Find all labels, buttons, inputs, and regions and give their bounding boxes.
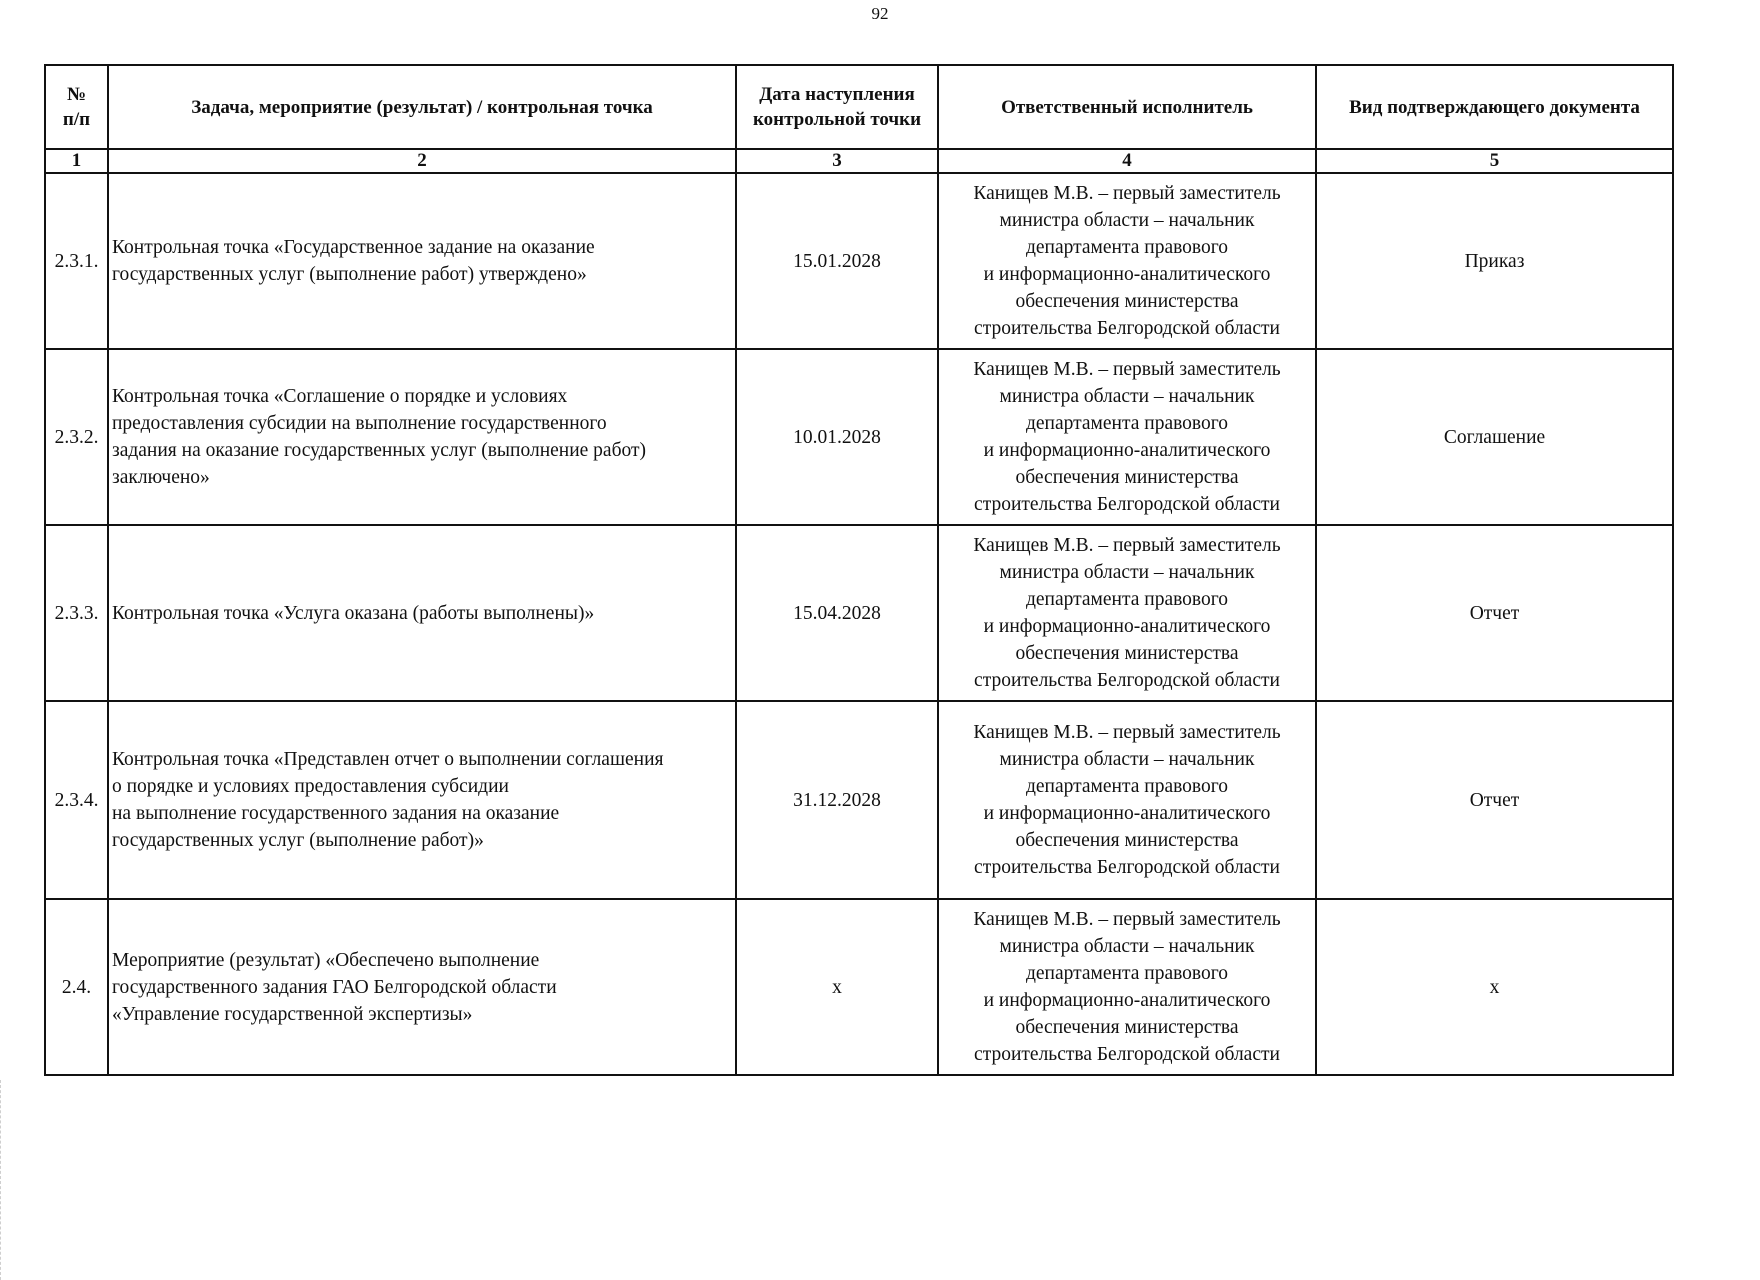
- column-numbers-row: [45, 149, 1673, 173]
- table-row: [45, 701, 1673, 899]
- column-number: 4: [938, 149, 1316, 173]
- row-task: Контрольная точка «Государственное задание на оказание государственных услуг (выполнение работ) утверждено»: [108, 173, 736, 349]
- table-row: [45, 349, 1673, 525]
- header-row: [45, 65, 1673, 149]
- column-number: 5: [1316, 149, 1673, 173]
- header-responsible: Ответственный исполнитель: [938, 65, 1316, 149]
- row-number: 2.3.3.: [45, 525, 108, 701]
- header-num: № п/п: [45, 65, 108, 149]
- row-task: Контрольная точка «Услуга оказана (работы выполнены)»: [108, 525, 736, 701]
- row-date: 31.12.2028: [736, 701, 938, 899]
- row-number: 2.4.: [45, 899, 108, 1075]
- header-document: Вид подтверждающего документа: [1316, 65, 1673, 149]
- table-row: [45, 899, 1673, 1075]
- table-row: [45, 525, 1673, 701]
- row-responsible: Канищев М.В. – первый заместитель министра области – начальник департамента правового и информационно-аналитического обеспечения министерства строительства Белгородской области: [938, 525, 1316, 701]
- row-document: Соглашение: [1316, 349, 1673, 525]
- table-row: [45, 173, 1673, 349]
- row-responsible: Канищев М.В. – первый заместитель министра области – начальник департамента правового и информационно-аналитического обеспечения министерства строительства Белгородской области: [938, 899, 1316, 1075]
- row-task: Контрольная точка «Представлен отчет о выполнении соглашения о порядке и условиях предоставления субсидии на выполнение государственного задания на оказание государственных услуг (выполнение работ)»: [108, 701, 736, 899]
- row-number: 2.3.4.: [45, 701, 108, 899]
- row-task: Мероприятие (результат) «Обеспечено выполнение государственного задания ГАО Белгородской области «Управление государственной экспертизы»: [108, 899, 736, 1075]
- row-date: х: [736, 899, 938, 1075]
- row-responsible: Канищев М.В. – первый заместитель министра области – начальник департамента правового и информационно-аналитического обеспечения министерства строительства Белгородской области: [938, 701, 1316, 899]
- header-task: Задача, мероприятие (результат) / контрольная точка: [108, 65, 736, 149]
- header-date: Дата наступления контрольной точки: [736, 65, 938, 149]
- row-date: 15.04.2028: [736, 525, 938, 701]
- page-number: 92: [871, 4, 889, 23]
- row-document: Отчет: [1316, 525, 1673, 701]
- row-number: 2.3.2.: [45, 349, 108, 525]
- row-document: Отчет: [1316, 701, 1673, 899]
- column-number: 3: [736, 149, 938, 173]
- row-responsible: Канищев М.В. – первый заместитель министра области – начальник департамента правового и информационно-аналитического обеспечения министерства строительства Белгородской области: [938, 173, 1316, 349]
- row-document: Приказ: [1316, 173, 1673, 349]
- row-responsible: Канищев М.В. – первый заместитель министра области – начальник департамента правового и информационно-аналитического обеспечения министерства строительства Белгородской области: [938, 349, 1316, 525]
- row-date: 15.01.2028: [736, 173, 938, 349]
- row-date: 10.01.2028: [736, 349, 938, 525]
- row-number: 2.3.1.: [45, 173, 108, 349]
- column-number: 1: [45, 149, 108, 173]
- control-points-table: [44, 64, 1674, 1076]
- column-number: 2: [108, 149, 736, 173]
- scan-margin-line: [0, 1080, 7, 1280]
- row-task: Контрольная точка «Соглашение о порядке и условиях предоставления субсидии на выполнение государственного задания на оказание государственных услуг (выполнение работ) заключено»: [108, 349, 736, 525]
- row-document: х: [1316, 899, 1673, 1075]
